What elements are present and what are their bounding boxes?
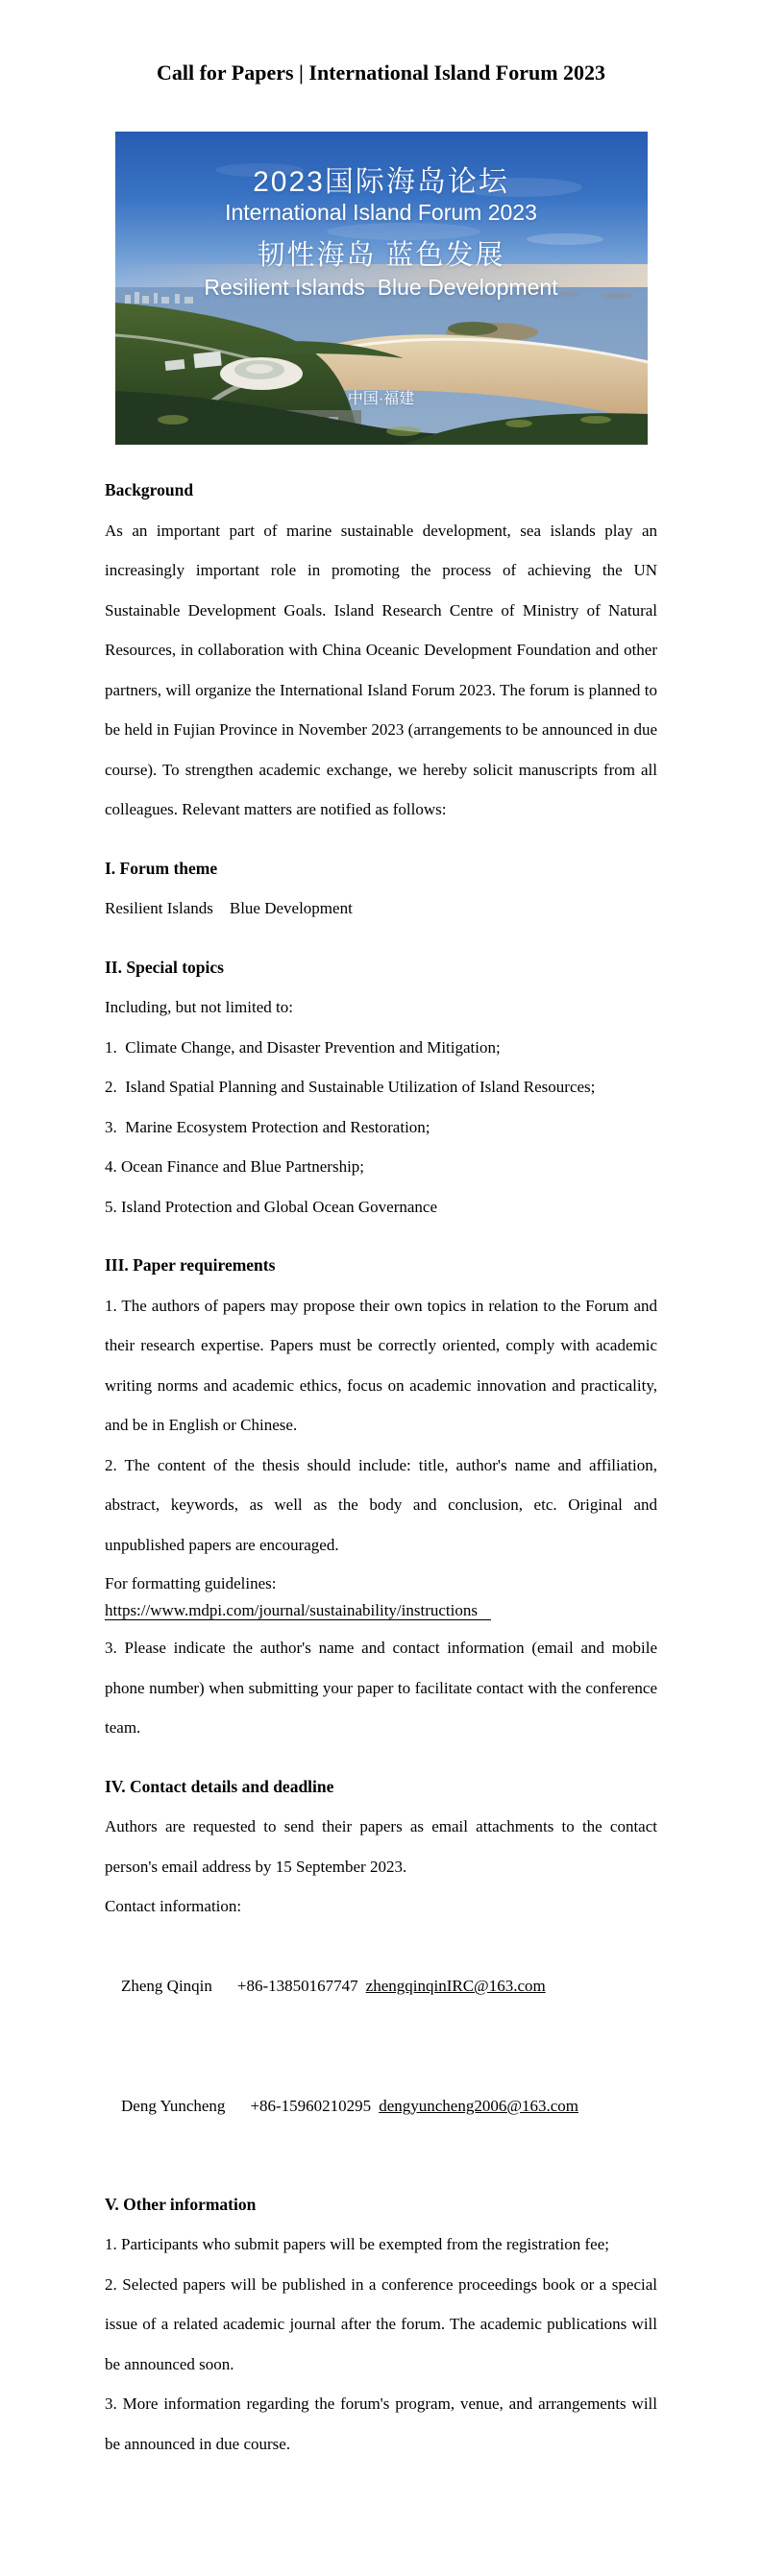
contact-row — [105, 1927, 657, 2047]
formatting-guidelines — [105, 1570, 657, 1624]
contact-email-link[interactable]: zhengqinqinIRC@163.com — [365, 1977, 546, 1995]
paper-requirement-item-1: 1. The authors of papers may propose their own topics in relation to the Forum and their research expertise. Papers must be correctly oriented, comply with academic writing norms and academic ethics, focus on academic innovation and practicality, and be in English or Chinese. — [105, 1296, 657, 1434]
other-information-item: 3. More information regarding the forum's program, venue, and arrangements will be announced in due course. — [105, 2394, 657, 2453]
contact-email-link[interactable]: dengyuncheng2006@163.com — [379, 2096, 578, 2115]
contact-information-label: Contact information: — [105, 1897, 242, 1915]
special-topic-item: 1. Climate Change, and Disaster Prevention and Mitigation; — [105, 1037, 501, 1057]
contact-deadline-paragraph: Authors are requested to send their papers as email attachments to the contact person's email address by 15 September 2023. — [105, 1817, 657, 1876]
contact-name: Zheng Qinqin — [121, 1977, 212, 1995]
section-heading-other: V. Other information — [105, 2194, 257, 2214]
special-topic-item: 5. Island Protection and Global Ocean Governance — [105, 1197, 438, 1216]
banner-location-zh: 中国·福建 — [347, 391, 415, 407]
formatting-guidelines-line — [105, 1597, 657, 1624]
section-heading-paper-requirements: III. Paper requirements — [105, 1255, 276, 1275]
section-heading-contact: IV. Contact details and deadline — [105, 1776, 334, 1796]
banner-title-en: International Island Forum 2023 — [225, 200, 537, 225]
contact-row — [105, 2046, 657, 2166]
banner-theme-en: Resilient Islands Blue Development — [204, 275, 558, 300]
section-heading-background: Background — [105, 480, 194, 499]
special-topic-item: 2. Island Spatial Planning and Sustainable Utilization of Island Resources; — [105, 1078, 596, 1096]
other-information-item: 1. Participants who submit papers will be exempted from the registration fee; — [105, 2235, 609, 2253]
other-information-item: 2. Selected papers will be published in a conference proceedings book or a special issue of a related academic journal after the forum. The academic publications will be announced soon. — [105, 2274, 657, 2373]
document-body — [105, 471, 657, 2464]
banner-location-block — [115, 353, 648, 445]
paper-requirement-item-3: 3. Please indicate the author's name and contact information (email and mobile phone number) when submitting your paper to facilitate contact with the conference team. — [105, 1639, 657, 1737]
background-paragraph: As an important part of marine sustainable development, sea islands play an increasingly important role in promoting the process of achieving the UN Sustainable Development Goals. Island Research Centre of Ministry of Natural Resources, in collaboration with China Oceanic Development Foundation and other partners, will organize the International Island Forum 2023. The forum is planned to be held in Fujian Province in November 2023 (arrangements to be announced in due course). To strengthen academic exchange, we hereby solicit manuscripts from all colleagues. Relevant matters are notified as follows: — [105, 521, 657, 818]
special-topic-item: 4. Ocean Finance and Blue Partnership; — [105, 1157, 365, 1176]
banner-theme-zh: 韧性海岛 蓝色发展 — [257, 240, 505, 271]
section-heading-special-topics: II. Special topics — [105, 957, 224, 977]
formatting-guidelines-label: For formatting guidelines: — [105, 1574, 277, 1592]
contact-phone: +86-13850167747 — [236, 1977, 358, 1995]
special-topic-item: 3. Marine Ecosystem Protection and Restoration; — [105, 1117, 430, 1136]
paper-requirement-item-2: 2. The content of the thesis should include: title, author's name and affiliation, abstract, keywords, as well as the body and conclusion, etc. Original and unpublished papers are encouraged. — [105, 1455, 657, 1554]
formatting-guidelines-link[interactable]: https://www.mdpi.com/journal/sustainability/instructions — [105, 1601, 491, 1620]
banner-title-zh: 2023国际海岛论坛 — [253, 166, 509, 198]
page-title: Call for Papers | International Island Forum 2023 — [156, 61, 606, 85]
special-topics-intro: Including, but not limited to: — [105, 998, 293, 1016]
section-heading-forum-theme: I. Forum theme — [105, 858, 218, 878]
special-topics-list — [105, 1028, 657, 1227]
contact-phone: +86-15960210295 — [250, 2096, 372, 2115]
forum-theme-text: Resilient Islands Blue Development — [105, 899, 353, 917]
banner-image — [115, 132, 648, 445]
contact-name: Deng Yuncheng — [121, 2096, 226, 2115]
